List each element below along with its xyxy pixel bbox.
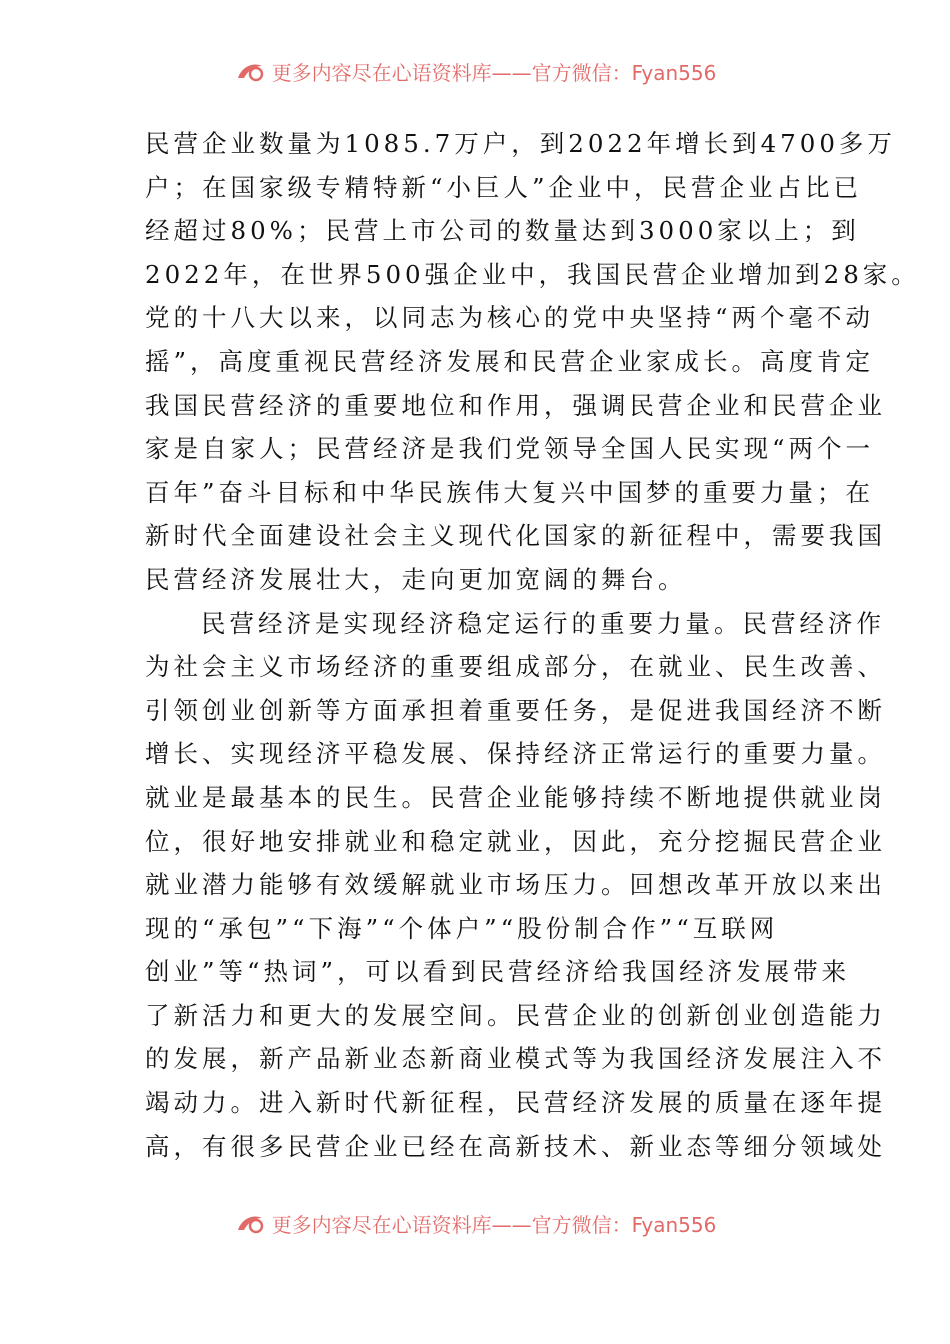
watermark-text: 更多内容尽在心语资料库——官方微信：Fyan556 — [271, 1212, 717, 1237]
text-line: 就业是最基本的民生。民营企业能够持续不断地提供就业岗 — [145, 782, 886, 812]
text-line: 党的十八大以来，以同志为核心的党中央坚持“两个毫不动 — [145, 303, 875, 333]
text-line: 民营经济发展壮大，走向更加宽阔的舞台。 — [145, 564, 687, 594]
watermark-text: 更多内容尽在心语资料库——官方微信：Fyan556 — [271, 60, 717, 85]
document-body — [145, 122, 920, 1168]
footer-watermark — [0, 1208, 950, 1238]
text-line: 户；在国家级专精特新“小巨人”企业中，民营企业占比已 — [145, 172, 863, 202]
text-line: 新时代全面建设社会主义现代化国家的新征程中，需要我国 — [145, 521, 886, 551]
brand-logo-icon — [234, 1210, 268, 1236]
text-line: 为社会主义市场经济的重要组成部分，在就业、民生改善、 — [145, 652, 886, 682]
text-line: 就业潜力能够有效缓解就业市场压力。回想改革开放以来出 — [145, 870, 886, 900]
text-line: 位，很好地安排就业和稳定就业，因此，充分挖掘民营企业 — [145, 826, 886, 856]
text-line: 了新活力和更大的发展空间。民营企业的创新创业创造能力 — [145, 1000, 886, 1030]
header-watermark — [0, 56, 950, 86]
text-line: 家是自家人；民营经济是我们党领导全国人民实现“两个一 — [145, 434, 875, 464]
text-line: 百年”奋斗目标和中华民族伟大复兴中国梦的重要力量；在 — [145, 477, 875, 507]
text-line: 创业”等“热词”，可以看到民营经济给我国经济发展带来 — [145, 957, 851, 987]
text-line: 引领创业创新等方面承担着重要任务，是促进我国经济不断 — [145, 695, 886, 725]
text-line: 经超过80%；民营上市公司的数量达到3000家以上；到 — [145, 216, 860, 246]
paragraph-first-line: 民营经济是实现经济稳定运行的重要力量。民营经济作 — [201, 608, 885, 638]
brand-logo-icon — [234, 58, 268, 84]
text-line: 2022年，在世界500强企业中，我国民营企业增加到28家。 — [145, 259, 920, 289]
text-line: 摇”，高度重视民营经济发展和民营企业家成长。高度肯定 — [145, 346, 875, 376]
text-line: 竭动力。进入新时代新征程，民营经济发展的质量在逐年提 — [145, 1088, 886, 1118]
text-line: 增长、实现经济平稳发展、保持经济正常运行的重要力量。 — [145, 739, 886, 769]
text-line: 的发展，新产品新业态新商业模式等为我国经济发展注入不 — [145, 1044, 886, 1074]
text-line: 高，有很多民营企业已经在高新技术、新业态等细分领域处 — [145, 1131, 886, 1161]
text-line: 民营企业数量为1085.7万户，到2022年增长到4700多万 — [145, 129, 896, 158]
text-line: 现的“承包”“下海”“个体户”“股份制合作”“互联网 — [145, 913, 779, 943]
text-line: 我国民营经济的重要地位和作用，强调民营企业和民营企业 — [145, 390, 886, 420]
